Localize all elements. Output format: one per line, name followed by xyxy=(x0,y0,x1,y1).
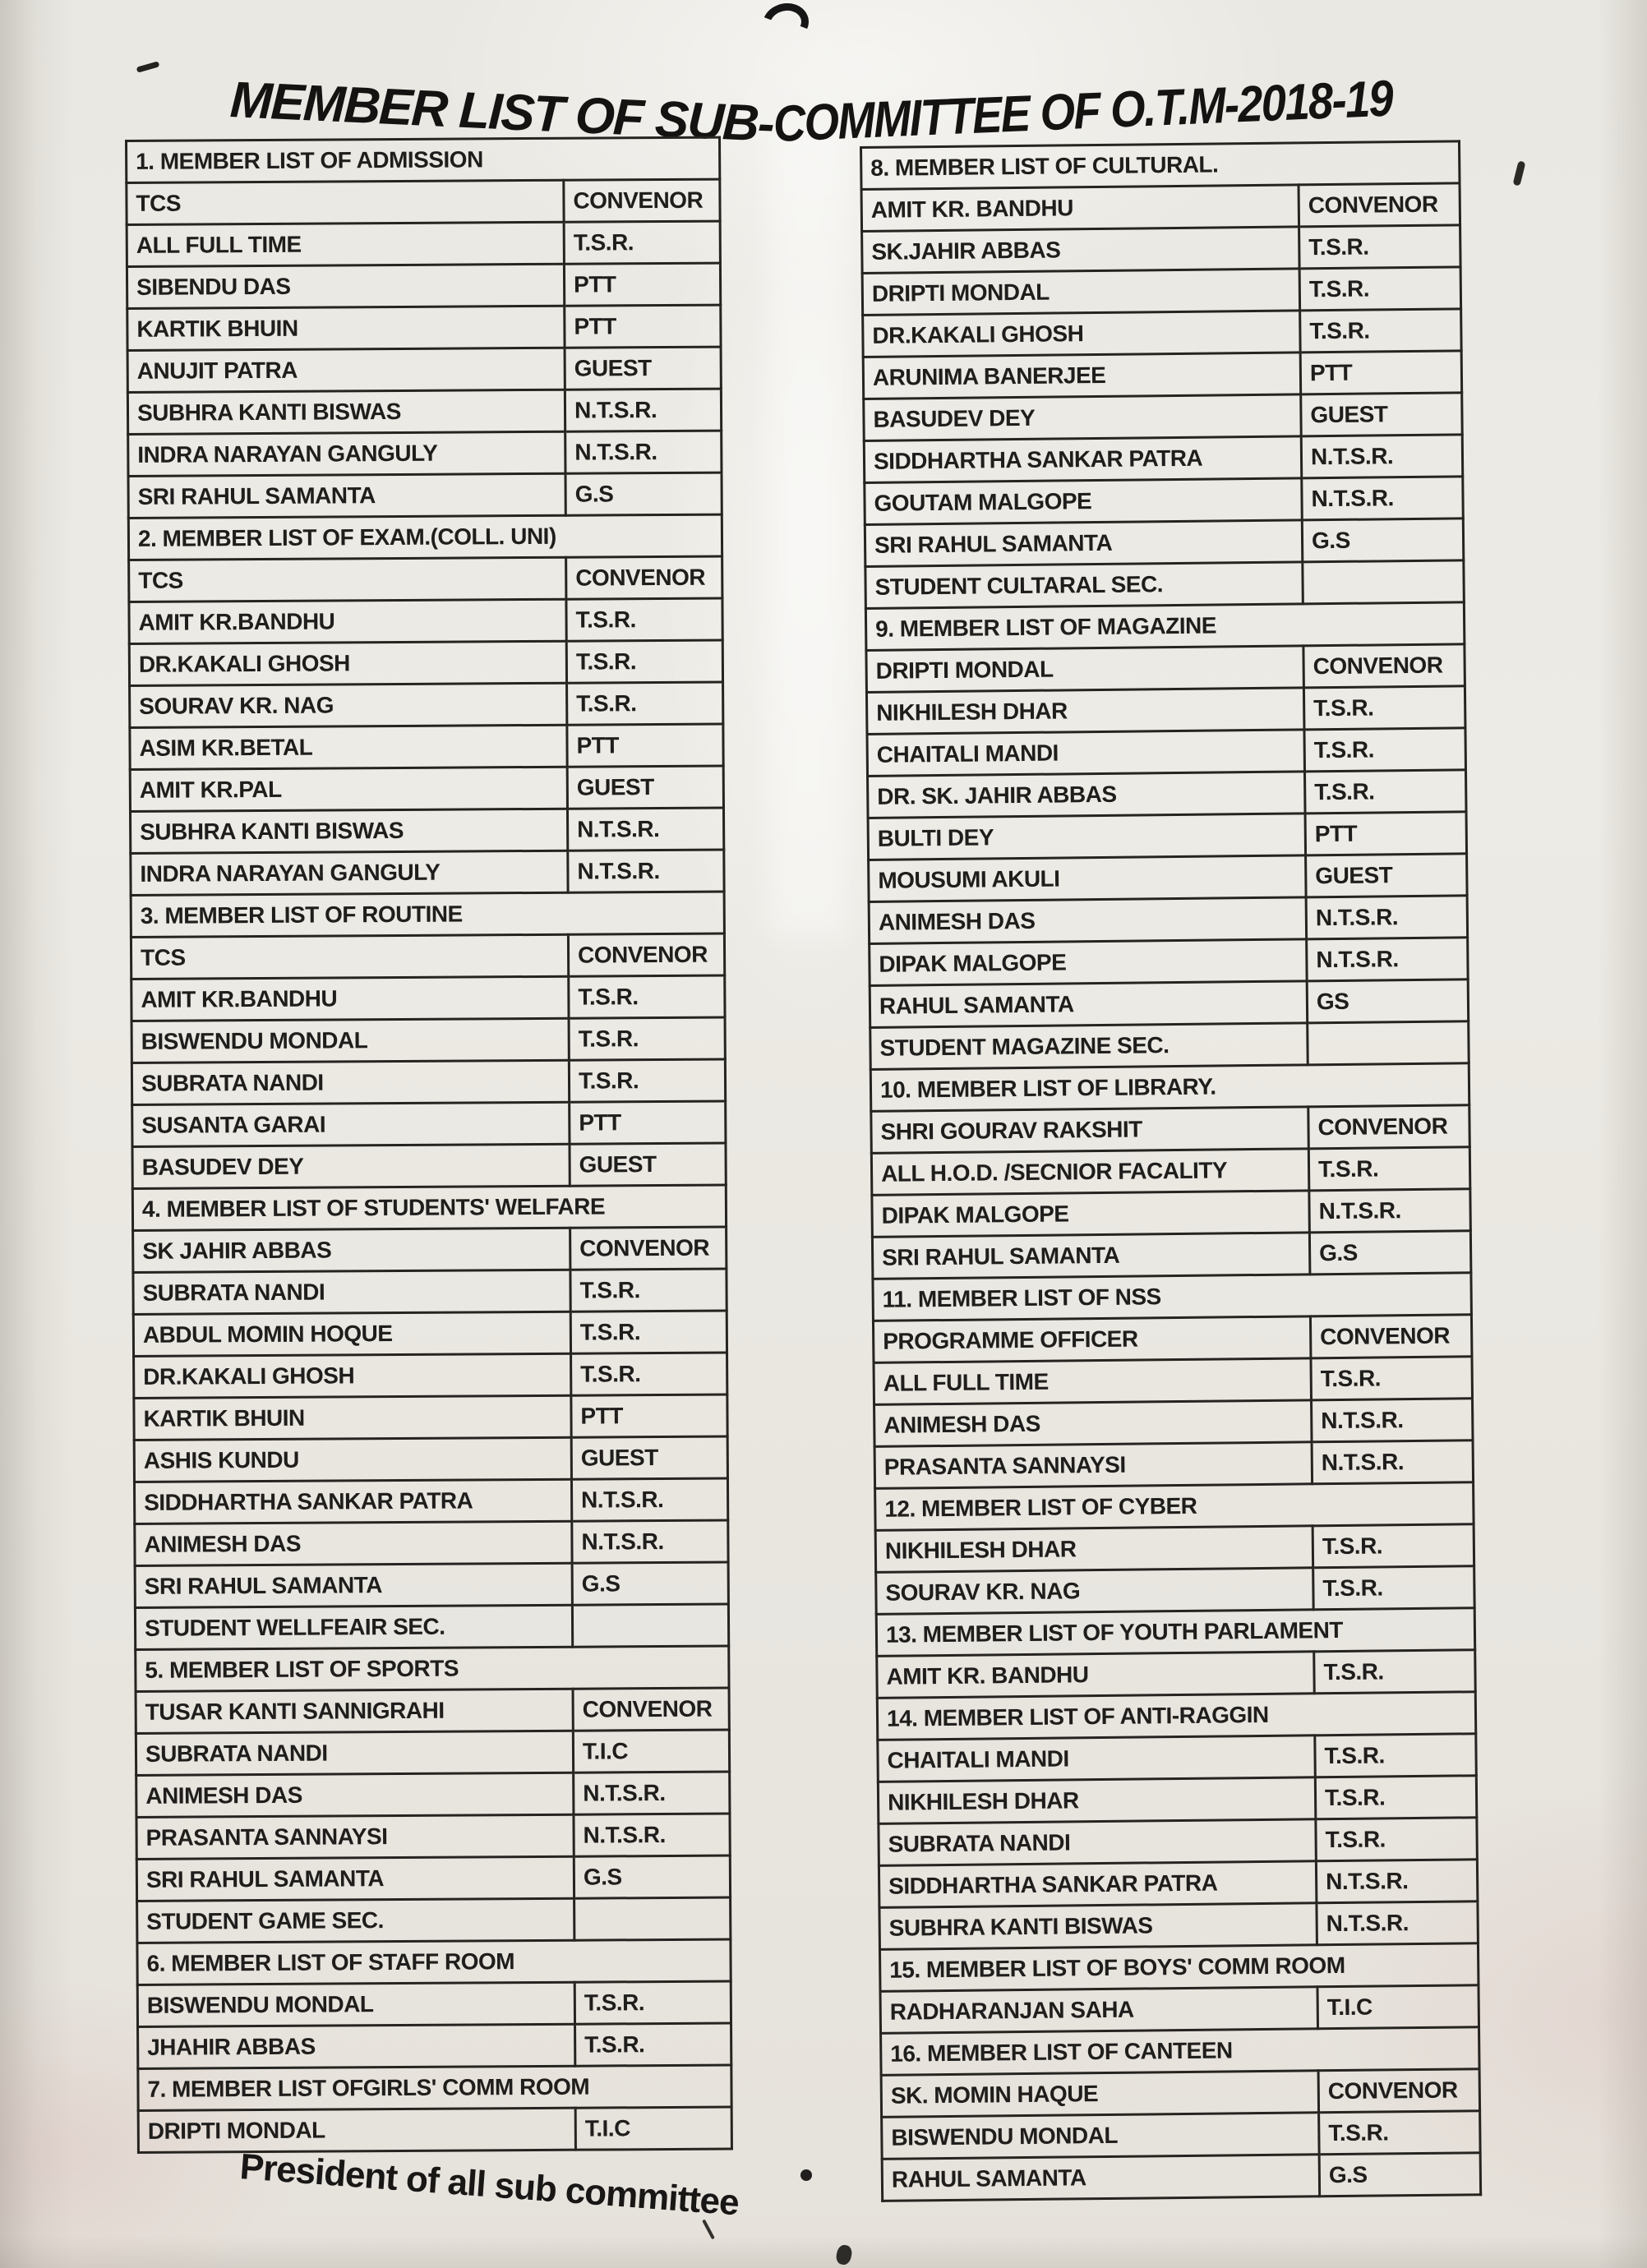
member-row xyxy=(861,183,1460,232)
member-role-cell: N.T.S.R. xyxy=(574,1814,730,1856)
member-row xyxy=(128,431,722,476)
member-role-cell: GUEST xyxy=(1301,393,1463,436)
member-row xyxy=(876,1566,1475,1615)
member-row xyxy=(127,347,721,392)
member-role-cell: PTT xyxy=(570,1101,726,1144)
member-name-cell: BASUDEV DEY xyxy=(864,394,1302,441)
member-role-cell: T.S.R. xyxy=(566,640,722,683)
member-role-cell: T.S.R. xyxy=(1304,770,1466,814)
section-heading: 5. MEMBER LIST OF SPORTS xyxy=(136,1646,729,1691)
member-role-cell: T.S.R. xyxy=(1316,1818,1478,1861)
member-row xyxy=(138,2107,731,2152)
member-role-cell xyxy=(574,1897,731,1940)
section-header-row xyxy=(127,137,720,182)
member-role-cell: N.T.S.R. xyxy=(568,850,724,892)
member-row xyxy=(130,724,723,769)
pen-blob-mark xyxy=(835,2243,854,2266)
member-row xyxy=(875,1524,1474,1573)
member-role-cell: GUEST xyxy=(567,766,723,809)
member-role-cell: N.T.S.R. xyxy=(567,808,723,850)
member-name-cell: PRASANTA SANNAYSI xyxy=(874,1442,1313,1489)
member-row xyxy=(131,933,724,979)
member-role-cell: CONVENOR xyxy=(568,933,724,976)
member-name-cell: STUDENT MAGAZINE SEC. xyxy=(870,1023,1308,1070)
member-row xyxy=(874,1399,1474,1447)
member-name-cell: SIDDHARTHA SANKAR PATRA xyxy=(134,1479,571,1524)
member-row xyxy=(866,686,1465,735)
member-row xyxy=(136,1730,729,1775)
member-role-cell: PTT xyxy=(1305,812,1467,855)
member-role-cell: N.T.S.R. xyxy=(1312,1399,1474,1442)
member-name-cell: ANIMESH DAS xyxy=(135,1521,572,1565)
member-name-cell: SUBRATA NANDI xyxy=(136,1731,573,1775)
member-role-cell: N.T.S.R. xyxy=(1317,1902,1479,1945)
section-heading: 9. MEMBER LIST OF MAGAZINE xyxy=(865,602,1465,651)
section-header-row xyxy=(873,1273,1472,1321)
member-row xyxy=(135,1562,728,1607)
member-role-cell: T.I.C xyxy=(1317,1985,1479,2029)
member-row xyxy=(864,393,1463,441)
section-heading: 3. MEMBER LIST OF ROUTINE xyxy=(131,892,724,937)
member-row xyxy=(862,225,1461,274)
member-role-cell: T.S.R. xyxy=(569,1017,725,1060)
member-row xyxy=(871,1105,1470,1154)
member-name-cell: PRASANTA SANNAYSI xyxy=(136,1814,574,1859)
member-row xyxy=(869,896,1468,944)
member-role-cell: T.S.R. xyxy=(1299,267,1461,311)
member-role-cell: N.T.S.R. xyxy=(1316,1860,1478,1903)
section-heading: 15. MEMBER LIST OF BOYS' COMM ROOM xyxy=(879,1943,1479,1992)
member-name-cell: SHRI GOURAV RAKSHIT xyxy=(871,1107,1309,1154)
page-title xyxy=(228,70,1478,153)
member-row xyxy=(131,1017,725,1063)
member-name-cell: SRI RAHUL SAMANTA xyxy=(128,473,565,518)
member-row xyxy=(871,1147,1470,1196)
member-role-cell: T.S.R. xyxy=(570,1311,727,1353)
member-name-cell: INDRA NARAYAN GANGULY xyxy=(131,850,568,895)
member-role-cell: N.T.S.R. xyxy=(565,389,721,431)
member-role-cell: T.S.R. xyxy=(1313,1566,1475,1610)
member-row xyxy=(127,221,720,266)
member-name-cell: BISWENDU MONDAL xyxy=(882,2113,1320,2160)
member-name-cell: DRIPTI MONDAL xyxy=(866,646,1304,693)
member-name-cell: KARTIK BHUIN xyxy=(134,1395,571,1440)
member-role-cell: GUEST xyxy=(565,347,721,390)
section-header-row xyxy=(865,602,1465,651)
member-row xyxy=(134,1478,727,1524)
page-title-part-2: COMMITTEE OF O.T.M-2018-19 xyxy=(772,70,1394,153)
member-name-cell: TCS xyxy=(131,934,568,979)
member-role-cell: T.S.R. xyxy=(1299,225,1461,269)
section-header-row xyxy=(137,1939,731,1984)
member-role-cell: T.S.R. xyxy=(1300,309,1462,353)
pen-dash-mark xyxy=(136,61,160,72)
member-role-cell: N.T.S.R. xyxy=(572,1520,728,1563)
member-row xyxy=(874,1441,1474,1489)
member-row xyxy=(862,267,1461,316)
member-row xyxy=(130,766,723,811)
pen-dot-mark xyxy=(800,2169,812,2181)
member-row xyxy=(132,1101,726,1146)
member-name-cell: CHAITALI MANDI xyxy=(867,730,1305,777)
member-row xyxy=(133,1311,727,1356)
member-role-cell: N.T.S.R. xyxy=(1302,477,1464,520)
member-role-cell: CONVENOR xyxy=(1303,644,1465,688)
member-role-cell: CONVENOR xyxy=(1318,2069,1480,2113)
member-name-cell: ALL FULL TIME xyxy=(874,1358,1312,1405)
member-role-cell: CONVENOR xyxy=(1308,1105,1470,1149)
section-header-row xyxy=(132,1185,726,1230)
member-name-cell: BASUDEV DEY xyxy=(132,1144,570,1188)
member-row xyxy=(863,309,1462,357)
left-committee-table xyxy=(125,136,733,2154)
member-name-cell: SOURAV KR. NAG xyxy=(876,1568,1314,1615)
member-role-cell: T.S.R. xyxy=(570,1269,727,1311)
member-name-cell: SOURAV KR. NAG xyxy=(130,683,567,727)
member-role-cell: T.S.R. xyxy=(569,1059,725,1102)
member-role-cell: T.S.R. xyxy=(1319,2111,1481,2155)
member-row xyxy=(863,351,1462,399)
member-role-cell: PTT xyxy=(567,724,723,767)
member-name-cell: NIKHILESH DHAR xyxy=(878,1777,1316,1824)
member-name-cell: SK.JAHIR ABBAS xyxy=(862,227,1300,274)
member-row xyxy=(868,812,1467,860)
member-name-cell: SK. MOMIN HAQUE xyxy=(881,2071,1319,2118)
member-role-cell: GS xyxy=(1307,980,1469,1023)
member-role-cell xyxy=(1303,560,1465,604)
member-name-cell: NIKHILESH DHAR xyxy=(875,1526,1313,1573)
page-title-part-1: MEMBER LIST OF SUB- xyxy=(228,71,775,153)
member-name-cell: NIKHILESH DHAR xyxy=(866,688,1304,735)
member-role-cell: PTT xyxy=(564,263,720,306)
section-header-row xyxy=(138,2065,731,2110)
member-row xyxy=(879,1860,1478,1908)
member-name-cell: TCS xyxy=(127,180,564,224)
member-row xyxy=(870,1021,1469,1070)
member-role-cell xyxy=(572,1604,728,1647)
section-heading: 16. MEMBER LIST OF CANTEEN xyxy=(881,2027,1480,2076)
member-name-cell: SUBHRA KANTI BISWAS xyxy=(127,390,565,434)
member-row xyxy=(878,1776,1477,1824)
section-heading: 12. MEMBER LIST OF CYBER xyxy=(875,1482,1474,1531)
member-name-cell: DR.KAKALI GHOSH xyxy=(863,311,1301,357)
member-name-cell: SUBRATA NANDI xyxy=(133,1270,570,1314)
member-name-cell: AMIT KR.BANDHU xyxy=(131,976,569,1021)
member-name-cell: SUSANTA GARAI xyxy=(132,1102,570,1146)
member-row xyxy=(864,435,1463,483)
member-name-cell: INDRA NARAYAN GANGULY xyxy=(128,431,565,476)
member-row xyxy=(129,640,722,685)
member-name-cell: KARTIK BHUIN xyxy=(127,306,565,350)
section-header-row xyxy=(881,2027,1480,2076)
member-role-cell: G.S xyxy=(574,1855,730,1898)
member-role-cell xyxy=(1308,1021,1469,1065)
member-role-cell: CONVENOR xyxy=(573,1688,729,1731)
section-header-row xyxy=(879,1943,1479,1992)
member-name-cell: SRI RAHUL SAMANTA xyxy=(872,1233,1310,1279)
section-header-row xyxy=(876,1608,1475,1657)
member-name-cell: ANIMESH DAS xyxy=(869,897,1307,944)
member-name-cell: AMIT KR.PAL xyxy=(130,767,567,811)
member-role-cell: T.S.R. xyxy=(564,221,720,264)
member-role-cell: T.S.R. xyxy=(574,1981,731,2024)
member-row xyxy=(137,1897,731,1943)
member-role-cell: N.T.S.R. xyxy=(571,1478,727,1521)
member-row xyxy=(882,2111,1481,2160)
member-role-cell: T.S.R. xyxy=(567,682,723,725)
member-row xyxy=(129,598,722,643)
member-name-cell: ABDUL MOMIN HOQUE xyxy=(133,1311,570,1356)
member-row xyxy=(865,560,1465,609)
member-role-cell: PTT xyxy=(571,1394,727,1437)
member-name-cell: CHAITALI MANDI xyxy=(878,1736,1316,1782)
member-row xyxy=(130,682,723,727)
member-row xyxy=(868,770,1467,818)
member-row xyxy=(136,1772,730,1817)
member-role-cell: N.T.S.R. xyxy=(1307,938,1469,981)
member-role-cell: T.I.C xyxy=(573,1730,729,1772)
member-row xyxy=(879,1818,1478,1866)
member-name-cell: DIPAK MALGOPE xyxy=(870,939,1308,986)
member-name-cell: SUBHRA KANTI BISWAS xyxy=(130,809,567,853)
member-name-cell: AMIT KR. BANDHU xyxy=(861,185,1299,232)
member-name-cell: RADHARANJAN SAHA xyxy=(880,1987,1318,2034)
member-name-cell: SUBRATA NANDI xyxy=(131,1060,569,1104)
section-header-row xyxy=(875,1482,1474,1531)
section-header-row xyxy=(136,1646,729,1691)
section-heading: 4. MEMBER LIST OF STUDENTS' WELFARE xyxy=(132,1185,726,1230)
member-role-cell: T.S.R. xyxy=(1311,1357,1473,1400)
member-row xyxy=(880,1985,1479,2034)
member-row xyxy=(134,1394,727,1440)
member-name-cell: AMIT KR.BANDHU xyxy=(129,599,566,643)
member-name-cell: DR. SK. JAHIR ABBAS xyxy=(868,772,1306,818)
member-row xyxy=(870,980,1469,1028)
member-row xyxy=(865,477,1464,525)
member-row xyxy=(134,1353,727,1398)
member-row xyxy=(870,938,1469,986)
member-name-cell: SK JAHIR ABBAS xyxy=(133,1228,570,1272)
member-row xyxy=(130,808,723,853)
member-name-cell: ALL FULL TIME xyxy=(127,222,564,266)
member-role-cell: N.T.S.R. xyxy=(574,1772,730,1814)
member-name-cell: TUSAR KANTI SANNIGRAHI xyxy=(136,1689,573,1733)
member-role-cell: T.S.R. xyxy=(1315,1776,1477,1819)
scan-fold-highlight xyxy=(769,131,847,937)
member-role-cell: CONVENOR xyxy=(566,556,722,599)
member-row xyxy=(131,1059,725,1104)
member-row xyxy=(136,1814,730,1859)
member-name-cell: DR.KAKALI GHOSH xyxy=(134,1353,571,1398)
section-heading: 2. MEMBER LIST OF EXAM.(COLL. UNI) xyxy=(128,514,722,560)
member-row xyxy=(878,1734,1477,1782)
member-name-cell: RAHUL SAMANTA xyxy=(882,2155,1320,2201)
member-row xyxy=(136,1688,729,1733)
section-heading: 10. MEMBER LIST OF LIBRARY. xyxy=(870,1063,1469,1112)
member-row xyxy=(128,472,722,518)
member-role-cell: T.S.R. xyxy=(1313,1524,1474,1568)
member-name-cell: BISWENDU MONDAL xyxy=(137,1982,574,2026)
member-name-cell: RAHUL SAMANTA xyxy=(870,981,1308,1028)
member-role-cell: T.S.R. xyxy=(1304,728,1466,772)
section-header-row xyxy=(877,1692,1476,1740)
member-name-cell: PROGRAMME OFFICER xyxy=(873,1316,1311,1363)
member-row xyxy=(874,1357,1473,1405)
member-role-cell: CONVENOR xyxy=(564,179,720,222)
member-row xyxy=(129,556,722,602)
member-role-cell: G.S xyxy=(1319,2153,1481,2197)
member-row xyxy=(881,2069,1480,2118)
member-name-cell: ARUNIMA BANERJEE xyxy=(863,353,1301,399)
member-row xyxy=(131,975,725,1021)
member-row xyxy=(133,1269,727,1314)
member-role-cell: T.S.R. xyxy=(1315,1734,1477,1777)
member-name-cell: STUDENT WELLFEAIR SEC. xyxy=(135,1605,572,1649)
footer-note: President of all sub committee xyxy=(238,2146,740,2224)
member-role-cell: T.I.C xyxy=(575,2107,731,2150)
member-name-cell: STUDENT GAME SEC. xyxy=(137,1898,574,1943)
member-role-cell: N.T.S.R. xyxy=(1309,1189,1471,1233)
member-row xyxy=(869,854,1468,902)
member-name-cell: SIDDHARTHA SANKAR PATRA xyxy=(864,436,1302,483)
member-row xyxy=(138,2023,731,2068)
section-heading: 11. MEMBER LIST OF NSS xyxy=(873,1273,1472,1321)
member-role-cell: T.S.R. xyxy=(569,975,725,1018)
member-name-cell: ALL H.O.D. /SECNIOR FACALITY xyxy=(871,1149,1309,1196)
member-row xyxy=(135,1520,728,1565)
member-name-cell: BULTI DEY xyxy=(868,814,1306,860)
member-name-cell: SUBHRA KANTI BISWAS xyxy=(879,1903,1317,1950)
member-role-cell: G.S xyxy=(1302,519,1464,562)
section-heading: 6. MEMBER LIST OF STAFF ROOM xyxy=(137,1939,731,1984)
member-row xyxy=(882,2153,1481,2201)
member-name-cell: JHAHIR ABBAS xyxy=(138,2024,575,2068)
member-role-cell: GUEST xyxy=(570,1143,726,1186)
section-header-row xyxy=(861,141,1460,190)
member-name-cell: SRI RAHUL SAMANTA xyxy=(136,1856,574,1901)
member-name-cell: SRI RAHUL SAMANTA xyxy=(865,520,1303,567)
member-role-cell: CONVENOR xyxy=(1299,183,1460,227)
member-role-cell: T.S.R. xyxy=(566,598,722,641)
member-name-cell: ANUJIT PATRA xyxy=(127,348,565,392)
right-committee-table xyxy=(860,140,1482,2202)
member-name-cell: DIPAK MALGOPE xyxy=(872,1191,1310,1238)
member-name-cell: AMIT KR. BANDHU xyxy=(877,1652,1315,1699)
member-row xyxy=(131,850,724,895)
pen-squiggle-mark xyxy=(757,0,815,50)
member-name-cell: GOUTAM MALGOPE xyxy=(865,478,1303,525)
member-role-cell: GUEST xyxy=(571,1436,727,1479)
member-name-cell: STUDENT CULTARAL SEC. xyxy=(865,562,1303,609)
section-heading: 13. MEMBER LIST OF YOUTH PARLAMENT xyxy=(876,1608,1475,1657)
member-name-cell: DRIPTI MONDAL xyxy=(138,2108,575,2152)
member-row xyxy=(866,644,1465,693)
member-role-cell: PTT xyxy=(1300,351,1462,394)
member-row xyxy=(127,179,720,224)
member-role-cell: N.T.S.R. xyxy=(1301,435,1463,478)
section-header-row xyxy=(128,514,722,560)
section-heading: 8. MEMBER LIST OF CULTURAL. xyxy=(861,141,1460,190)
member-name-cell: SIDDHARTHA SANKAR PATRA xyxy=(879,1861,1317,1908)
member-name-cell: ASIM KR.BETAL xyxy=(130,725,567,769)
section-heading: 7. MEMBER LIST OFGIRLS' COMM ROOM xyxy=(138,2065,731,2110)
section-header-row xyxy=(870,1063,1469,1112)
member-role-cell: PTT xyxy=(565,305,721,348)
member-row xyxy=(133,1227,727,1272)
member-name-cell: ASHIS KUNDU xyxy=(134,1437,571,1482)
member-row xyxy=(877,1650,1476,1699)
member-row xyxy=(873,1315,1472,1363)
section-header-row xyxy=(131,892,724,937)
section-heading: 14. MEMBER LIST OF ANTI-RAGGIN xyxy=(877,1692,1476,1740)
pen-apostrophe-mark xyxy=(1513,160,1526,186)
member-row xyxy=(879,1902,1479,1950)
member-name-cell: DRIPTI MONDAL xyxy=(862,269,1300,316)
member-role-cell: N.T.S.R. xyxy=(565,431,722,473)
member-name-cell: ANIMESH DAS xyxy=(874,1400,1313,1447)
member-row xyxy=(127,263,720,308)
member-name-cell: SUBRATA NANDI xyxy=(879,1819,1317,1866)
member-row xyxy=(872,1189,1471,1238)
member-row xyxy=(136,1855,730,1901)
member-row xyxy=(137,1981,731,2026)
member-row xyxy=(134,1436,727,1482)
member-name-cell: SIBENDU DAS xyxy=(127,264,564,308)
member-role-cell: CONVENOR xyxy=(570,1227,727,1270)
member-row xyxy=(135,1604,728,1649)
member-role-cell: G.S xyxy=(572,1562,728,1605)
member-role-cell: T.S.R. xyxy=(575,2023,731,2066)
member-role-cell: GUEST xyxy=(1306,854,1468,897)
member-row xyxy=(132,1143,726,1188)
member-role-cell: T.S.R. xyxy=(1303,686,1465,730)
member-row xyxy=(127,305,721,350)
section-heading: 1. MEMBER LIST OF ADMISSION xyxy=(127,137,720,182)
member-name-cell: DR.KAKALI GHOSH xyxy=(129,641,566,685)
member-role-cell: N.T.S.R. xyxy=(1312,1441,1474,1484)
member-row xyxy=(127,389,721,434)
member-name-cell: BISWENDU MONDAL xyxy=(131,1018,569,1063)
member-role-cell: T.S.R. xyxy=(1308,1147,1470,1191)
member-row xyxy=(865,519,1464,567)
member-role-cell: G.S xyxy=(565,472,722,515)
member-name-cell: TCS xyxy=(129,557,566,602)
member-role-cell: T.S.R. xyxy=(571,1353,727,1395)
member-role-cell: N.T.S.R. xyxy=(1306,896,1468,939)
member-row xyxy=(872,1231,1471,1279)
member-name-cell: ANIMESH DAS xyxy=(136,1772,574,1817)
member-role-cell: G.S xyxy=(1309,1231,1471,1275)
member-role-cell: CONVENOR xyxy=(1310,1315,1472,1358)
member-role-cell: T.S.R. xyxy=(1314,1650,1476,1694)
member-name-cell: SRI RAHUL SAMANTA xyxy=(135,1563,572,1607)
member-name-cell: MOUSUMI AKULI xyxy=(869,855,1307,902)
member-row xyxy=(867,728,1466,777)
